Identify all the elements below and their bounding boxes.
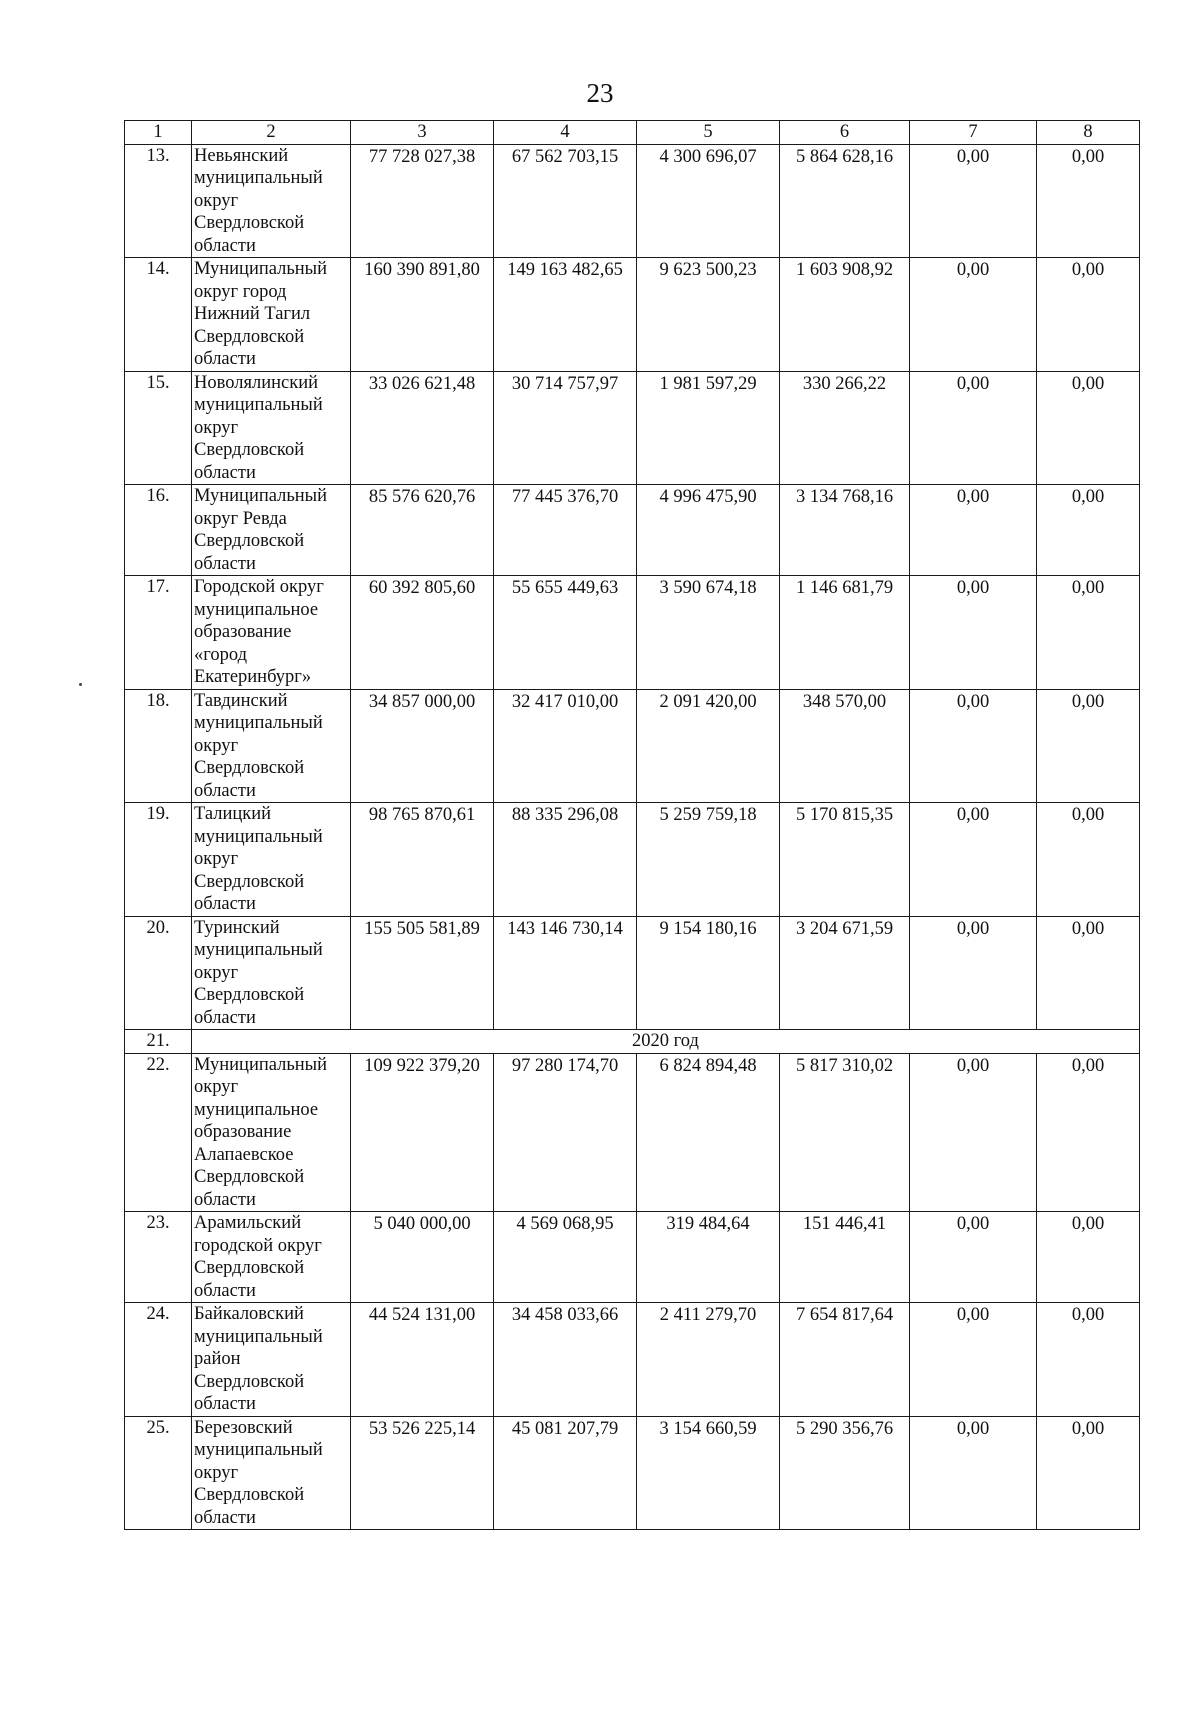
row-number: 23. xyxy=(125,1212,192,1303)
municipality-name: Туринский муниципальный округ Свердловской области xyxy=(192,916,351,1030)
amount-cell: 5 864 628,16 xyxy=(780,144,910,258)
amount-cell: 5 259 759,18 xyxy=(637,803,780,917)
amount-cell: 0,00 xyxy=(910,258,1037,372)
row-number: 25. xyxy=(125,1416,192,1530)
amount-cell: 34 458 033,66 xyxy=(494,1303,637,1417)
table-row xyxy=(125,916,1140,1030)
amount-cell: 143 146 730,14 xyxy=(494,916,637,1030)
column-header: 3 xyxy=(351,121,494,145)
amount-cell: 319 484,64 xyxy=(637,1212,780,1303)
page-number: 23 xyxy=(586,78,614,108)
table-row xyxy=(125,1416,1140,1530)
amount-cell: 0,00 xyxy=(1037,371,1140,485)
amount-cell: 160 390 891,80 xyxy=(351,258,494,372)
amount-cell: 0,00 xyxy=(1037,258,1140,372)
amount-cell: 67 562 703,15 xyxy=(494,144,637,258)
amount-cell: 34 857 000,00 xyxy=(351,689,494,803)
amount-cell: 151 446,41 xyxy=(780,1212,910,1303)
municipality-name: Новолялинский муниципальный округ Свердловской области xyxy=(192,371,351,485)
amount-cell: 0,00 xyxy=(910,485,1037,576)
amount-cell: 9 154 180,16 xyxy=(637,916,780,1030)
amount-cell: 0,00 xyxy=(910,576,1037,690)
amount-cell: 4 569 068,95 xyxy=(494,1212,637,1303)
amount-cell: 88 335 296,08 xyxy=(494,803,637,917)
amount-cell: 0,00 xyxy=(910,1303,1037,1417)
amount-cell: 1 603 908,92 xyxy=(780,258,910,372)
amount-cell: 3 154 660,59 xyxy=(637,1416,780,1530)
municipality-name: Муниципальный округ муниципальное образование Алапаевское Свердловской области xyxy=(192,1053,351,1212)
municipality-name: Арамильский городской округ Свердловской области xyxy=(192,1212,351,1303)
amount-cell: 0,00 xyxy=(910,1416,1037,1530)
amount-cell: 0,00 xyxy=(1037,1212,1140,1303)
amount-cell: 1 146 681,79 xyxy=(780,576,910,690)
row-number: 18. xyxy=(125,689,192,803)
column-header: 2 xyxy=(192,121,351,145)
amount-cell: 0,00 xyxy=(910,144,1037,258)
amount-cell: 348 570,00 xyxy=(780,689,910,803)
table-row xyxy=(125,485,1140,576)
amount-cell: 2 411 279,70 xyxy=(637,1303,780,1417)
amount-cell: 109 922 379,20 xyxy=(351,1053,494,1212)
column-header: 4 xyxy=(494,121,637,145)
row-number: 15. xyxy=(125,371,192,485)
row-number: 14. xyxy=(125,258,192,372)
row-number: 21. xyxy=(125,1030,192,1054)
municipality-name: Муниципальный округ Ревда Свердловской области xyxy=(192,485,351,576)
column-header: 5 xyxy=(637,121,780,145)
amount-cell: 3 590 674,18 xyxy=(637,576,780,690)
amount-cell: 55 655 449,63 xyxy=(494,576,637,690)
table-row xyxy=(125,803,1140,917)
amount-cell: 97 280 174,70 xyxy=(494,1053,637,1212)
table-row xyxy=(125,1212,1140,1303)
row-number: 19. xyxy=(125,803,192,917)
column-header: 1 xyxy=(125,121,192,145)
row-number: 13. xyxy=(125,144,192,258)
table-row xyxy=(125,258,1140,372)
column-header: 8 xyxy=(1037,121,1140,145)
amount-cell: 0,00 xyxy=(910,916,1037,1030)
amount-cell: 7 654 817,64 xyxy=(780,1303,910,1417)
row-number: 20. xyxy=(125,916,192,1030)
column-number-row xyxy=(125,121,1140,145)
amount-cell: 3 204 671,59 xyxy=(780,916,910,1030)
amount-cell: 44 524 131,00 xyxy=(351,1303,494,1417)
amount-cell: 0,00 xyxy=(910,803,1037,917)
municipality-name: Талицкий муниципальный округ Свердловской области xyxy=(192,803,351,917)
amount-cell: 77 445 376,70 xyxy=(494,485,637,576)
amount-cell: 0,00 xyxy=(1037,1303,1140,1417)
column-header: 6 xyxy=(780,121,910,145)
amount-cell: 98 765 870,61 xyxy=(351,803,494,917)
amount-cell: 3 134 768,16 xyxy=(780,485,910,576)
amount-cell: 30 714 757,97 xyxy=(494,371,637,485)
amount-cell: 5 170 815,35 xyxy=(780,803,910,917)
amount-cell: 1 981 597,29 xyxy=(637,371,780,485)
amount-cell: 53 526 225,14 xyxy=(351,1416,494,1530)
row-number: 17. xyxy=(125,576,192,690)
amount-cell: 155 505 581,89 xyxy=(351,916,494,1030)
table-row xyxy=(125,1053,1140,1212)
column-header: 7 xyxy=(910,121,1037,145)
amount-cell: 0,00 xyxy=(910,1053,1037,1212)
row-number: 24. xyxy=(125,1303,192,1417)
amount-cell: 0,00 xyxy=(1037,1053,1140,1212)
amount-cell: 0,00 xyxy=(1037,916,1140,1030)
amount-cell: 32 417 010,00 xyxy=(494,689,637,803)
amount-cell: 4 300 696,07 xyxy=(637,144,780,258)
amount-cell: 5 817 310,02 xyxy=(780,1053,910,1212)
table-row xyxy=(125,1303,1140,1417)
amount-cell: 45 081 207,79 xyxy=(494,1416,637,1530)
year-section-label: 2020 год xyxy=(192,1030,1140,1054)
amount-cell: 0,00 xyxy=(1037,803,1140,917)
amount-cell: 6 824 894,48 xyxy=(637,1053,780,1212)
amount-cell: 33 026 621,48 xyxy=(351,371,494,485)
table-row xyxy=(125,689,1140,803)
table-row xyxy=(125,576,1140,690)
table-row xyxy=(125,371,1140,485)
municipality-name: Невьянский муниципальный округ Свердловской области xyxy=(192,144,351,258)
amount-cell: 0,00 xyxy=(1037,576,1140,690)
table-row xyxy=(125,144,1140,258)
municipality-name: Муниципальный округ город Нижний Тагил Свердловской области xyxy=(192,258,351,372)
budget-table xyxy=(124,120,1140,1530)
municipality-name: Городской округ муниципальное образование «город Екатеринбург» xyxy=(192,576,351,690)
amount-cell: 9 623 500,23 xyxy=(637,258,780,372)
scan-speck xyxy=(79,683,82,686)
row-number: 16. xyxy=(125,485,192,576)
amount-cell: 0,00 xyxy=(910,371,1037,485)
amount-cell: 0,00 xyxy=(1037,485,1140,576)
year-section-row xyxy=(125,1030,1140,1054)
amount-cell: 5 290 356,76 xyxy=(780,1416,910,1530)
amount-cell: 4 996 475,90 xyxy=(637,485,780,576)
amount-cell: 77 728 027,38 xyxy=(351,144,494,258)
municipality-name: Тавдинский муниципальный округ Свердловской области xyxy=(192,689,351,803)
amount-cell: 330 266,22 xyxy=(780,371,910,485)
municipality-name: Байкаловский муниципальный район Свердловской области xyxy=(192,1303,351,1417)
amount-cell: 0,00 xyxy=(910,1212,1037,1303)
amount-cell: 2 091 420,00 xyxy=(637,689,780,803)
table-body xyxy=(125,121,1140,1530)
amount-cell: 0,00 xyxy=(1037,144,1140,258)
amount-cell: 5 040 000,00 xyxy=(351,1212,494,1303)
amount-cell: 149 163 482,65 xyxy=(494,258,637,372)
amount-cell: 0,00 xyxy=(910,689,1037,803)
amount-cell: 0,00 xyxy=(1037,1416,1140,1530)
amount-cell: 85 576 620,76 xyxy=(351,485,494,576)
municipality-name: Березовский муниципальный округ Свердловской области xyxy=(192,1416,351,1530)
amount-cell: 0,00 xyxy=(1037,689,1140,803)
amount-cell: 60 392 805,60 xyxy=(351,576,494,690)
row-number: 22. xyxy=(125,1053,192,1212)
